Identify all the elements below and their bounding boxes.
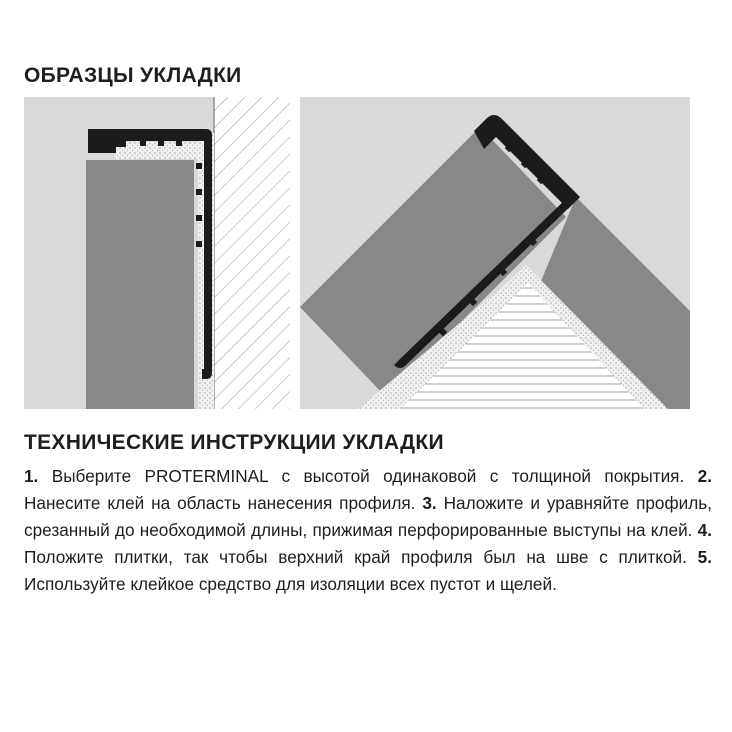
step-text: Используйте клейкое средство для изоляции всех пустот и щелей. (24, 574, 557, 594)
step-text: Наложите и уравняйте профиль, срезанный до необходимой длины, прижимая перфорированные выступы на клей. (24, 493, 712, 540)
step-number: 3. (422, 493, 437, 513)
step-text: Положите плитки, так чтобы верхний край профиля был на шве с плиткой. (24, 547, 698, 567)
step-text: Нанесите клей на область нанесения профиля. (24, 493, 423, 513)
step-number: 2. (697, 466, 712, 486)
step-text: Выберите PROTERMINAL с высотой одинаковой с толщиной покрытия. (38, 466, 698, 486)
wall-corner-diagram (24, 97, 290, 409)
step-number: 5. (697, 547, 712, 567)
ridge-corner-diagram (300, 97, 690, 409)
wall-hatch (214, 97, 290, 409)
instructions-title: ТЕХНИЧЕСКИЕ ИНСТРУКЦИИ УКЛАДКИ (24, 431, 444, 454)
tile (86, 160, 194, 409)
layout-samples-title: ОБРАЗЦЫ УКЛАДКИ (24, 64, 242, 87)
step-number: 4. (697, 520, 712, 540)
instructions-body (24, 463, 712, 598)
step-number: 1. (24, 466, 39, 486)
